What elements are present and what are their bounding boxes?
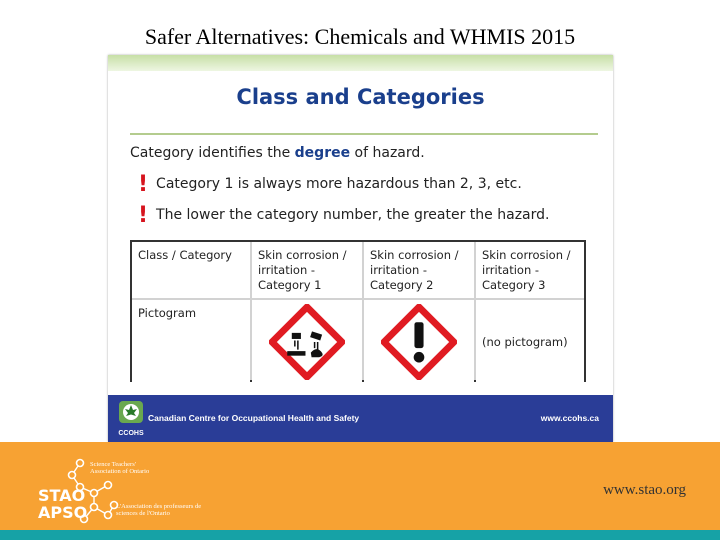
intro-before: Category identifies the [130,145,295,161]
bullet-lower-number [138,203,549,228]
stao-english-name: Science Teachers' Association of Ontario [90,461,150,475]
table-header-cell: Skin corrosion / irritation - Category 1 [252,242,362,298]
ccohs-footer-bar [108,395,613,442]
category-table [130,240,586,382]
stao-mark-top: STAO [38,486,86,505]
bullet-text: The lower the category number, the greater the hazard. [156,207,550,223]
intro-after: of hazard. [350,145,425,161]
panel-heading: Class and Categories [236,85,485,109]
ccohs-logo [116,400,146,437]
intro-emphasis: degree [294,145,351,161]
intro-text [130,145,425,161]
exclamation-mark-pictogram-icon [381,304,457,380]
table-header-cell: Class / Category [132,242,250,298]
table-row-label: Pictogram [132,300,250,384]
table-header-cell: Skin corrosion / irritation - Category 2 [364,242,474,298]
table-header-cell: Skin corrosion / irritation - Category 3 [476,242,584,298]
stao-footer-band [0,442,720,530]
slide-title: Safer Alternatives: Chemicals and WHMIS 2015 [144,24,576,49]
corrosion-pictogram-icon [269,304,345,380]
stao-logo [28,449,228,527]
ccohs-logo-text: CCOHS [118,430,144,437]
ccohs-slide-panel [108,55,613,442]
exclamation-icon: ! [138,203,149,228]
stao-url-link[interactable]: www.stao.org [603,482,686,498]
ccohs-maple-leaf-icon [116,400,146,424]
bullet-text: Category 1 is always more hazardous than 2, 3, etc. [156,176,522,192]
pictogram-cell-category-2 [364,300,474,384]
panel-top-bar [108,55,613,71]
bullet-category-1 [138,172,522,197]
footer-organization: Canadian Centre for Occupational Health and Safety [148,413,360,423]
no-pictogram-cell: (no pictogram) [476,300,584,384]
pictogram-cell-category-1 [252,300,362,384]
exclamation-icon: ! [138,172,149,197]
stao-mark-bottom: APSO [38,503,88,522]
footer-url-link[interactable]: www.ccohs.ca [540,413,599,423]
stao-wordmark [38,487,87,521]
heading-divider [130,133,598,135]
stao-french-name: L'Association des professeurs de sciences de l'Ontario [116,503,202,517]
teal-bottom-stripe [0,530,720,540]
